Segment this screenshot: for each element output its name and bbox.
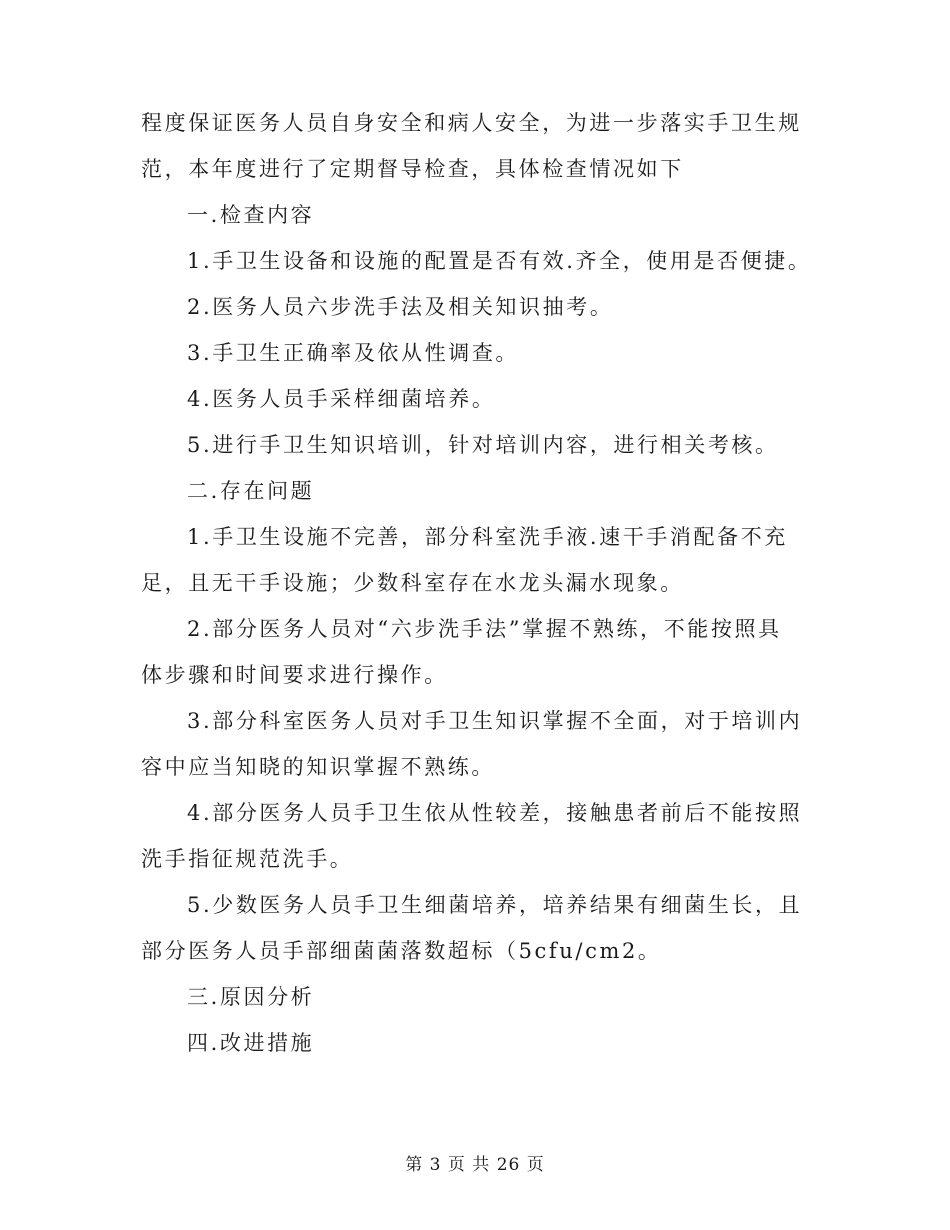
list-item-continuation: 容中应当知晓的知识掌握不熟练。: [141, 755, 495, 779]
list-item: 2.医务人员六步洗手法及相关知识抽考。: [187, 295, 614, 319]
section-heading: 四.改进措施: [187, 1031, 315, 1055]
list-item: 1.手卫生设备和设施的配置是否有效.齐全，使用是否便捷。: [187, 249, 812, 273]
list-item: 5.少数医务人员手卫生细菌培养，培养结果有细菌生长，且: [187, 893, 803, 917]
list-item: 3.部分科室医务人员对手卫生知识掌握不全面，对于培训内: [187, 709, 803, 733]
list-item: 2.部分医务人员对“六步洗手法”掌握不熟练，不能按照具: [187, 617, 782, 641]
list-item: 4.部分医务人员手卫生依从性较差，接触患者前后不能按照: [187, 801, 803, 825]
list-item: 1.手卫生设施不完善，部分科室洗手液.速干手消配备不充: [187, 525, 788, 549]
list-item: 4.医务人员手采样细菌培养。: [187, 387, 496, 411]
paragraph-line: 程度保证医务人员自身安全和病人安全，为进一步落实手卫生规: [141, 111, 802, 135]
list-item-continuation: 足，且无干手设施；少数科室存在水龙头漏水现象。: [141, 571, 684, 595]
list-item-continuation: 体步骤和时间要求进行操作。: [141, 663, 448, 687]
paragraph-line: 范，本年度进行了定期督导检查，具体检查情况如下: [141, 157, 684, 181]
list-item: 5.进行手卫生知识培训，针对培训内容，进行相关考核。: [187, 433, 779, 457]
document-body: [141, 100, 812, 1066]
section-heading: 三.原因分析: [187, 985, 315, 1009]
page-number-footer: 第 3 页 共 26 页: [405, 1155, 545, 1175]
section-heading: 二.存在问题: [187, 479, 315, 503]
list-item: 3.手卫生正确率及依从性调查。: [187, 341, 520, 365]
section-heading: 一.检查内容: [187, 203, 315, 227]
list-item-continuation: 洗手指征规范洗手。: [141, 847, 354, 871]
list-item-continuation: 部分医务人员手部细菌菌落数超标（5cfu/cm2。: [141, 939, 662, 963]
